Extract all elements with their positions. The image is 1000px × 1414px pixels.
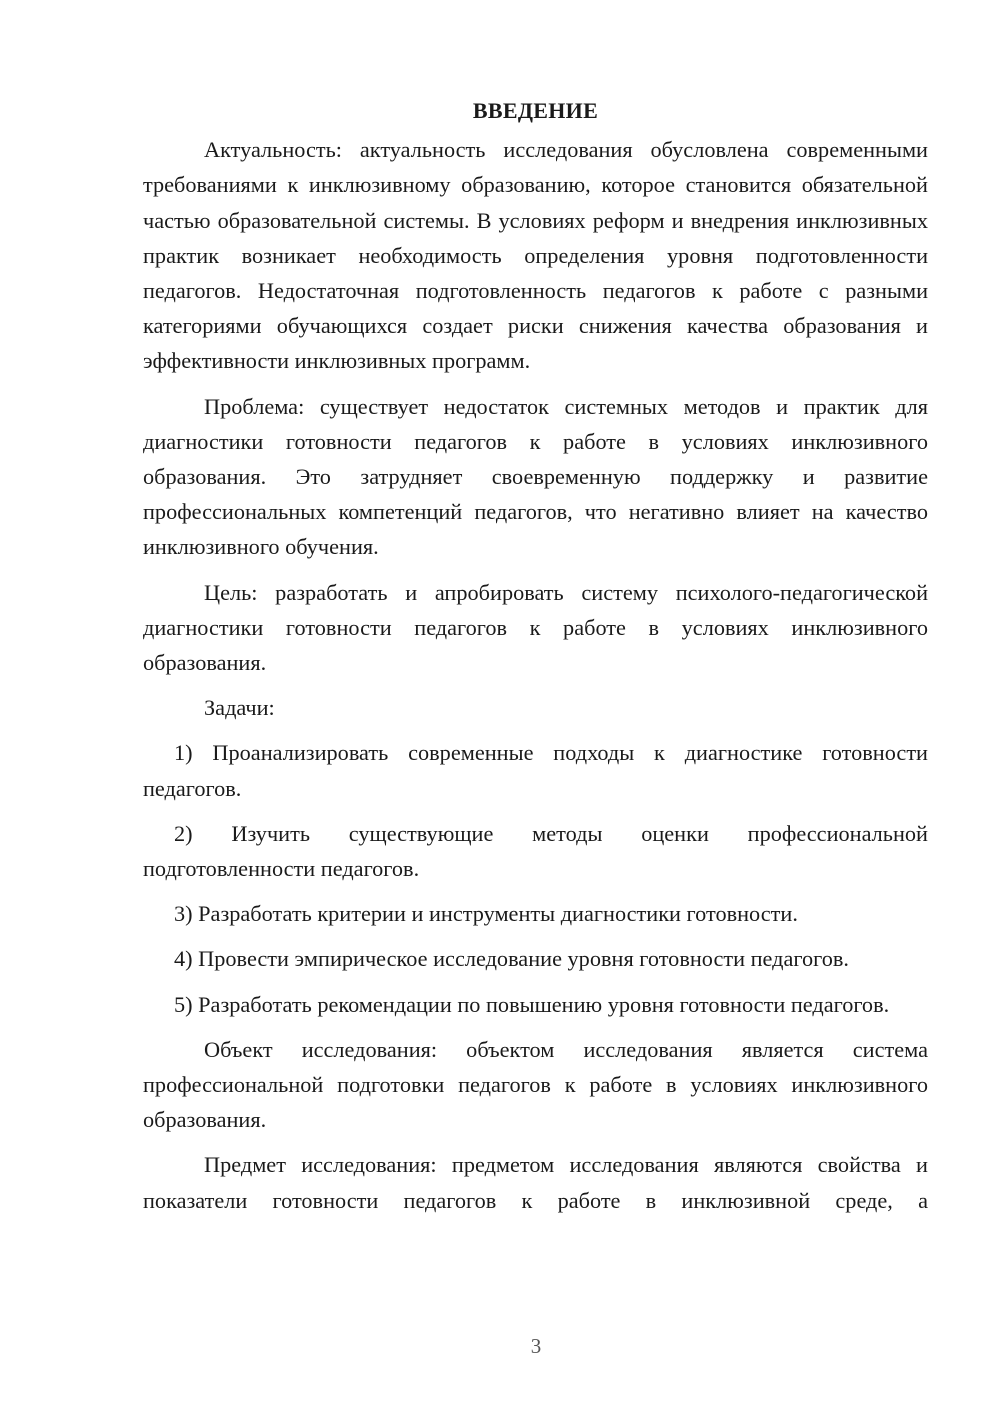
task-item-4: 4) Провести эмпирическое исследование уровня готовности педагогов. <box>174 946 849 972</box>
problem-paragraph: Проблема: существует недостаток системных методов и практик для диагностики готовности педагогов к работе в условиях инклюзивного образования. Это затрудняет своевременную поддержку и развитие профессиональных компетенций педагогов, что негативно влияет на качество инклюзивного обучения. <box>143 393 928 560</box>
task-item-1: 1) Проанализировать современные подходы к диагностике готовности педагогов. <box>143 740 928 801</box>
page-content <box>143 93 928 1228</box>
task-item-3: 3) Разработать критерии и инструменты диагностики готовности. <box>174 901 798 927</box>
relevance-paragraph: Актуальность: актуальность исследования обусловлена современными требованиями к инклюзивному образованию, которое становится обязательной частью образовательной системы. В условиях реформ и внедрения инклюзивных практик возникает необходимость определения уровня подготовленности педагогов. Недостаточная подготовленность педагогов к работе с разными категориями обучающихся создает риски снижения качества образования и эффективности инклюзивных программ. <box>143 137 928 374</box>
section-heading: ВВЕДЕНИЕ <box>472 98 599 123</box>
goal-paragraph: Цель: разработать и апробировать систему психолого-педагогической диагностики готовности педагогов к работе в условиях инклюзивного образования. <box>143 579 928 676</box>
task-item-5: 5) Разработать рекомендации по повышению уровня готовности педагогов. <box>174 991 890 1017</box>
tasks-label: Задачи: <box>204 695 275 721</box>
subject-paragraph: Предмет исследования: предметом исследования являются свойства и показатели готовности педагогов к работе в инклюзивной среде, а <box>143 1152 928 1213</box>
object-paragraph: Объект исследования: объектом исследования является система профессиональной подготовки педагогов к работе в условиях инклюзивного образования. <box>143 1036 928 1133</box>
page-number: 3 <box>530 1334 542 1358</box>
task-item-2: 2) Изучить существующие методы оценки профессиональной подготовленности педагогов. <box>143 820 928 882</box>
